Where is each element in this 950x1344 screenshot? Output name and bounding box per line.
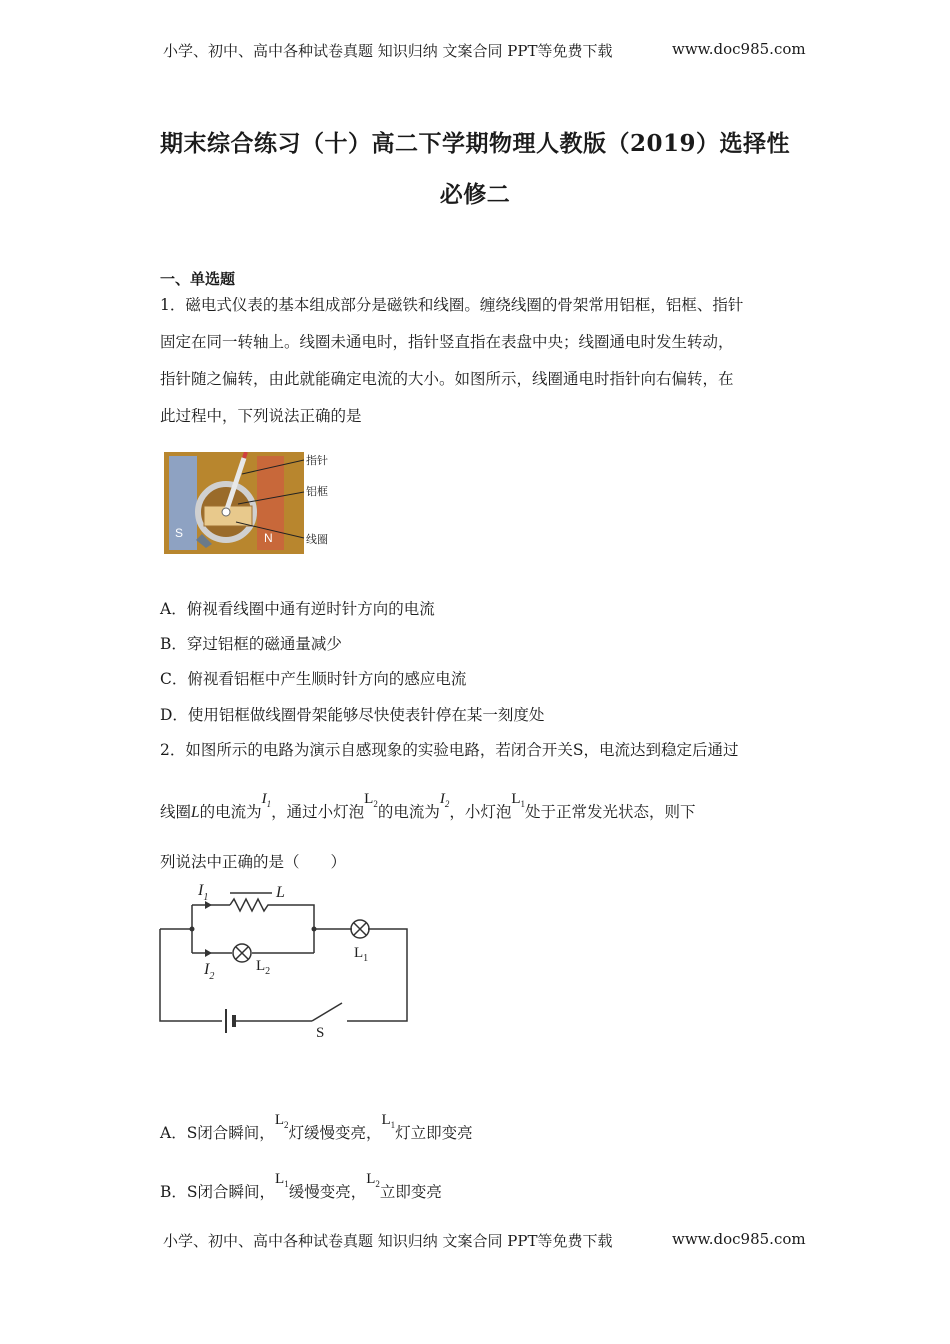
question-text: 2．如图所示的电路为演示自感现象的实验电路，若闭合开关S，电流达到稳定后通过: [160, 741, 739, 759]
label-pointer: 指针: [306, 454, 328, 467]
wire-right: [347, 929, 407, 1021]
pole-s-label: S: [175, 526, 184, 540]
question-text: 1．磁电式仪表的基本组成部分是磁铁和线圈。缠绕线圈的骨架常用铝框，铝框、指针: [160, 296, 744, 314]
pivot: [222, 508, 230, 516]
option-b: B．S闭合瞬间，$L_1$缓慢变亮，$L_2$立即变亮: [160, 1171, 442, 1201]
inductor-coil: [230, 899, 272, 911]
question-text-formula: 线圈L的电流为$I_1$，通过小灯泡$L_2$的电流为$I_2$，小灯泡$L_1$处于正常发光状态，则下: [160, 791, 696, 821]
galvanometer-figure: [164, 452, 336, 554]
label-coil: 线圈: [306, 533, 328, 546]
node-left: [190, 927, 195, 932]
option-c: C．俯视看铝框中产生顺时针方向的感应电流: [160, 670, 467, 688]
option-a: A．S闭合瞬间，$L_2$灯缓慢变亮，$L_1$灯立即变亮: [160, 1112, 473, 1142]
label-s: S: [316, 1025, 325, 1041]
footer-url: www.doc985.com: [672, 1230, 806, 1248]
pole-n-label: N: [264, 531, 273, 545]
label-frame: 铝框: [306, 485, 328, 498]
option-b: B．穿过铝框的磁通量减少: [160, 635, 342, 653]
header-url: www.doc985.com: [672, 40, 806, 58]
label-i1: $I_1$: [198, 882, 209, 903]
circuit-diagram: [152, 875, 422, 1045]
option-a: A．俯视看线圈中通有逆时针方向的电流: [160, 600, 435, 618]
question-text: 指针随之偏转，由此就能确定电流的大小。如图所示，线圈通电时指针向右偏转，在: [160, 370, 734, 388]
page-title-cont: 必修二: [439, 181, 511, 208]
page-title: 期末综合练习（十）高二下学期物理人教版（2019）选择性: [159, 130, 790, 157]
option-d: D．使用铝框做线圈骨架能够尽快使表针停在某一刻度处: [160, 706, 545, 724]
question-text: 固定在同一转轴上。线圈未通电时，指针竖直指在表盘中央；线圈通电时发生转动，: [160, 333, 734, 351]
label-l1: $L_1$: [354, 945, 369, 964]
header-text: 小学、初中、高中各种试卷真题 知识归纳 文案合同 PPT等免费下载: [163, 42, 613, 60]
switch-s: [312, 1003, 342, 1021]
label-l2: $L_2$: [256, 958, 271, 977]
question-text: 此过程中，下列说法正确的是: [160, 407, 362, 425]
label-i2: $I_2$: [204, 961, 215, 982]
label-l: L: [276, 884, 285, 901]
section-heading: 一、单选题: [160, 270, 236, 288]
footer-text: 小学、初中、高中各种试卷真题 知识归纳 文案合同 PPT等免费下载: [163, 1232, 613, 1250]
wire-inductor-right: [272, 905, 314, 953]
pointer-tip: [244, 452, 246, 458]
question-text: 列说法中正确的是（ ）: [160, 853, 347, 871]
arrow-i2: [205, 949, 212, 957]
node-right: [312, 927, 317, 932]
